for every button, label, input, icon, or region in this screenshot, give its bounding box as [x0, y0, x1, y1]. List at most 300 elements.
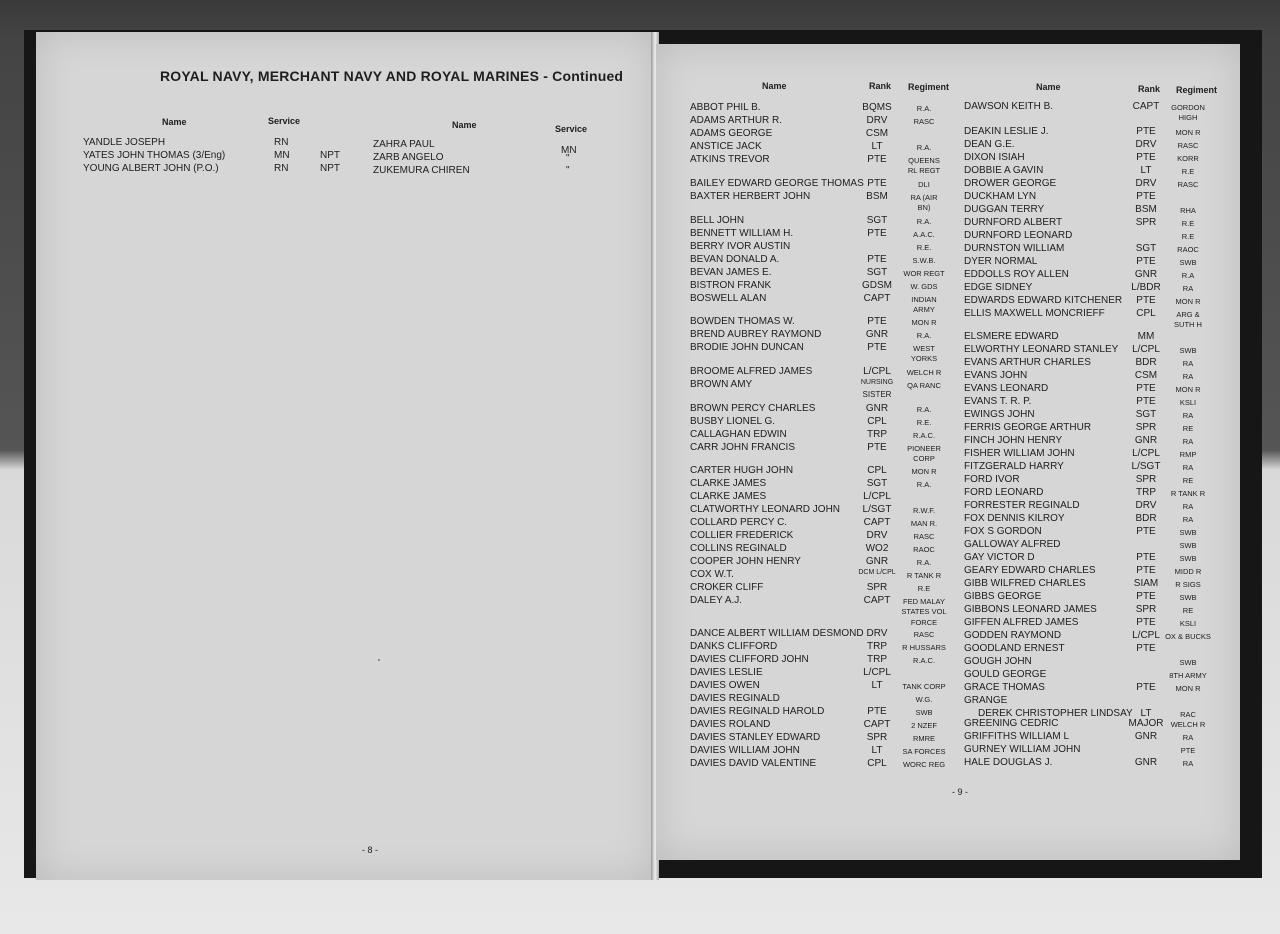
entry-rank: L/CPL — [863, 667, 891, 678]
entry-name: EVANS LEONARD — [964, 383, 1049, 394]
section-title: ROYAL NAVY, MERCHANT NAVY AND ROYAL MARINES - Continued — [160, 68, 624, 84]
entry-regiment: RAOC — [913, 545, 935, 554]
entry-rank: PTE — [867, 316, 887, 327]
entry-name: BRODIE JOHN DUNCAN — [690, 342, 804, 353]
entry-name: FITZGERALD HARRY — [964, 461, 1064, 472]
entry-name: GURNEY WILLIAM JOHN — [964, 744, 1081, 755]
entry-regiment: SWB — [1179, 554, 1197, 563]
entry-rank: TRP — [867, 641, 887, 652]
entry-regiment: PIONEER — [907, 444, 941, 453]
entry-name: ELLIS MAXWELL MONCRIEFF — [964, 308, 1105, 319]
entry-name: DAVIES WILLIAM JOHN — [690, 745, 800, 756]
entry-name: CLARKE JAMES — [690, 491, 767, 502]
entry-regiment: R.A.C. — [912, 431, 936, 440]
entry-name: HALE DOUGLAS J. — [964, 757, 1053, 768]
entry-rank: CPL — [867, 465, 887, 476]
entry-regiment: R.A. — [916, 558, 932, 567]
entry-regiment: RA — [1182, 437, 1194, 446]
entry-rank: L/SGT — [1131, 461, 1161, 472]
entry-name: COLLARD PERCY C. — [690, 517, 788, 528]
page-number: - 9 - — [952, 787, 969, 797]
entry-name: CARR JOHN FRANCIS — [690, 442, 796, 453]
entry-regiment: R TANK R — [1170, 489, 1206, 498]
entry-name: DEREK CHRISTOPHER LINDSAY — [978, 708, 1133, 719]
entry-regiment: R.E — [1181, 167, 1195, 176]
entry-rank: CSM — [1134, 370, 1158, 381]
entry-regiment: FED MALAY — [903, 597, 945, 606]
entry-rank: DRV — [866, 530, 888, 541]
entry-regiment: R HUSSARS — [902, 643, 946, 652]
entry-name: DAVIES REGINALD — [690, 693, 780, 704]
rank-header: Rank — [869, 81, 892, 91]
entry-rank: SPR — [1135, 474, 1157, 485]
list-item-name: YATES JOHN THOMAS (3/Eng) — [83, 150, 226, 161]
entry-name: FINCH JOHN HENRY — [964, 435, 1063, 446]
entry-regiment: R.A. — [916, 143, 932, 152]
rank-header-2: Rank — [1138, 84, 1161, 94]
entry-regiment: R.E. — [916, 243, 932, 252]
entry-regiment: HIGH — [1178, 113, 1198, 122]
entry-rank: PTE — [1136, 126, 1156, 137]
entry-regiment: WEST — [913, 344, 935, 353]
page-number: - 8 - — [362, 845, 379, 855]
entry-name: EVANS ARTHUR CHARLES — [964, 357, 1091, 368]
entry-rank: SISTER — [862, 390, 892, 399]
entry-name: BERRY IVOR AUSTIN — [690, 241, 791, 252]
entry-name: DOBBIE A GAVIN — [964, 165, 1044, 176]
entry-name: DANKS CLIFFORD — [690, 641, 778, 652]
name-header: Name — [162, 117, 187, 127]
right-page — [656, 44, 1240, 860]
entry-rank: WO2 — [865, 543, 889, 554]
entry-name: DAVIES STANLEY EDWARD — [690, 732, 821, 743]
entry-rank: DRV — [1135, 500, 1157, 511]
entry-rank: CAPT — [863, 293, 891, 304]
entry-regiment: SWB — [915, 708, 933, 717]
list-item-service: RN — [274, 163, 289, 174]
entry-name: FOX DENNIS KILROY — [964, 513, 1065, 524]
entry-regiment: S.W.B. — [912, 256, 936, 265]
entry-rank: SPR — [1135, 217, 1157, 228]
entry-name: BENNETT WILLIAM H. — [690, 228, 794, 239]
entry-rank: LT — [1140, 708, 1152, 719]
entry-rank: NURSING — [860, 379, 894, 386]
entry-regiment: R.E — [917, 584, 931, 593]
entry-rank: SIAM — [1133, 578, 1159, 589]
entry-regiment: KSLI — [1179, 619, 1197, 628]
entry-rank: PTE — [1136, 617, 1156, 628]
entry-name: CROKER CLIFF — [690, 582, 764, 593]
entry-regiment: RMRE — [912, 734, 936, 743]
entry-regiment: STATES VOL — [901, 607, 947, 616]
entry-rank: GNR — [1134, 731, 1158, 742]
entry-rank: PTE — [1136, 383, 1156, 394]
entry-name: CALLAGHAN EDWIN — [690, 429, 787, 440]
entry-regiment: RA — [1182, 372, 1194, 381]
entry-regiment: RA — [1182, 359, 1194, 368]
entry-rank: PTE — [1136, 152, 1156, 163]
entry-regiment: RA — [1182, 759, 1194, 768]
entry-regiment: MON R — [911, 318, 937, 327]
entry-regiment: MON R — [1175, 297, 1201, 306]
entry-regiment: A.A.C. — [913, 230, 935, 239]
entry-name: GAY VICTOR D — [964, 552, 1035, 563]
entry-name: GOUGH JOHN — [964, 656, 1032, 667]
entry-name: ATKINS TREVOR — [690, 154, 770, 165]
entry-rank: LT — [1140, 165, 1152, 176]
entry-name: DANCE ALBERT WILLIAM DESMOND — [690, 628, 864, 639]
entry-rank: DRV — [1135, 139, 1157, 150]
entry-name: DAVIES DAVID VALENTINE — [690, 758, 817, 769]
entry-regiment: SA FORCES — [902, 747, 946, 756]
entry-regiment: RAOC — [1177, 245, 1199, 254]
entry-regiment: QUEENS — [908, 156, 940, 165]
entry-rank: PTE — [1136, 396, 1156, 407]
entry-regiment: BN) — [917, 203, 931, 212]
entry-rank: PTE — [1136, 256, 1156, 267]
entry-regiment: SWB — [1179, 346, 1197, 355]
entry-rank: BSM — [1135, 204, 1157, 215]
entry-rank: DRV — [1135, 178, 1157, 189]
entry-rank: L/CPL — [863, 491, 891, 502]
entry-name: DEAN G.E. — [964, 139, 1015, 150]
entry-regiment: RMP — [1179, 450, 1197, 459]
entry-regiment: RASC — [1177, 141, 1199, 150]
entry-name: BAXTER HERBERT JOHN — [690, 191, 811, 202]
entry-rank: SGT — [866, 267, 888, 278]
entry-name: BAILEY EDWARD GEORGE THOMAS — [690, 178, 864, 189]
entry-rank: PTE — [1136, 191, 1156, 202]
entry-rank: L/CPL — [863, 366, 891, 377]
entry-regiment: RASC — [913, 630, 935, 639]
entry-name: GREENING CEDRIC — [964, 718, 1059, 729]
entry-name: ADAMS GEORGE — [690, 128, 773, 139]
entry-name: BELL JOHN — [690, 215, 745, 226]
entry-name: EDGE SIDNEY — [964, 282, 1033, 293]
entry-regiment: RAC — [1180, 710, 1196, 719]
entry-name: DUGGAN TERRY — [964, 204, 1045, 215]
entry-rank: BQMS — [862, 102, 892, 113]
entry-regiment: RA — [1182, 733, 1194, 742]
entry-name: DURNFORD ALBERT — [964, 217, 1063, 228]
entry-name: DROWER GEORGE — [964, 178, 1057, 189]
entry-regiment: R.A. — [916, 405, 932, 414]
entry-rank: CAPT — [1132, 101, 1160, 112]
entry-regiment: W. GDS — [910, 282, 938, 291]
entry-rank: CPL — [867, 416, 887, 427]
entry-rank: SGT — [1135, 243, 1157, 254]
entry-regiment: CORP — [913, 454, 935, 463]
service-header: Service — [268, 116, 301, 126]
entry-name: EVANS T. R. P. — [964, 396, 1032, 407]
entry-regiment: R.A. — [916, 104, 932, 113]
entry-name: FORRESTER REGINALD — [964, 500, 1080, 511]
entry-name: BUSBY LIONEL G. — [690, 416, 776, 427]
entry-rank: BSM — [866, 191, 888, 202]
entry-rank: PTE — [867, 342, 887, 353]
entry-name: ELSMERE EDWARD — [964, 331, 1059, 342]
entry-regiment: SWB — [1179, 528, 1197, 537]
entry-name: COOPER JOHN HENRY — [690, 556, 801, 567]
entry-rank: PTE — [1136, 643, 1156, 654]
entry-name: FORD LEONARD — [964, 487, 1044, 498]
entry-rank: L/SGT — [862, 504, 892, 515]
list-item-note: NPT — [320, 150, 340, 161]
entry-regiment: ARMY — [913, 305, 935, 314]
entry-regiment: WORC REG — [902, 760, 946, 769]
entry-regiment: RA — [1182, 284, 1194, 293]
entry-rank: MM — [1137, 331, 1155, 342]
list-item-name: ZUKEMURA CHIREN — [373, 165, 470, 176]
entry-regiment: KORR — [1177, 154, 1199, 163]
entry-rank: CAPT — [863, 517, 891, 528]
entry-name: COX W.T. — [690, 569, 734, 580]
entry-regiment: KSLI — [1179, 398, 1197, 407]
list-item-service: RN — [274, 137, 289, 148]
left-page — [36, 32, 654, 880]
entry-regiment: TANK CORP — [902, 682, 946, 691]
regiment-header: Regiment — [908, 82, 950, 92]
entry-regiment: SWB — [1179, 593, 1197, 602]
entry-rank: L/CPL — [1132, 630, 1160, 641]
entry-rank: PTE — [867, 178, 887, 189]
entry-regiment: R.E. — [916, 418, 932, 427]
entry-rank: TRP — [867, 654, 887, 665]
entry-rank: SPR — [1135, 422, 1157, 433]
entry-regiment: RHA — [1180, 206, 1196, 215]
entry-name: GRACE THOMAS — [964, 682, 1045, 693]
list-item-service: " — [566, 165, 570, 176]
list-item-note: NPT — [320, 163, 340, 174]
entry-regiment: SUTH H — [1174, 320, 1202, 329]
entry-name: GRIFFITHS WILLIAM L — [964, 731, 1070, 742]
entry-regiment: MON R — [1175, 128, 1201, 137]
entry-rank: SPR — [866, 582, 888, 593]
entry-rank: PTE — [867, 254, 887, 265]
entry-name: DAVIES OWEN — [690, 680, 760, 691]
entry-name: EDDOLLS ROY ALLEN — [964, 269, 1069, 280]
entry-rank: SGT — [866, 478, 888, 489]
entry-name: DAWSON KEITH B. — [964, 101, 1054, 112]
entry-regiment: R.E — [1181, 232, 1195, 241]
entry-regiment: QA RANC — [907, 381, 941, 390]
entry-name: FERRIS GEORGE ARTHUR — [964, 422, 1092, 433]
service-header-2: Service — [555, 124, 588, 134]
list-item-name: ZARB ANGELO — [373, 152, 444, 163]
entry-rank: GDSM — [862, 280, 892, 291]
entry-name: DIXON ISIAH — [964, 152, 1025, 163]
entry-regiment: MON R — [1175, 684, 1201, 693]
entry-regiment: DLI — [918, 180, 930, 189]
entry-name: ELWORTHY LEONARD STANLEY — [964, 344, 1119, 355]
entry-regiment: RE — [1182, 606, 1194, 615]
entry-name: DEAKIN LESLIE J. — [964, 126, 1049, 137]
entry-regiment: WOR REGT — [903, 269, 945, 278]
entry-regiment: RASC — [913, 117, 935, 126]
entry-name: GIBBS GEORGE — [964, 591, 1042, 602]
entry-regiment: RASC — [913, 532, 935, 541]
entry-regiment: YORKS — [910, 354, 938, 363]
entry-regiment: OX & BUCKS — [1165, 632, 1211, 641]
entry-rank: CAPT — [863, 719, 891, 730]
entry-rank: PTE — [1136, 526, 1156, 537]
entry-name: DAVIES CLIFFORD JOHN — [690, 654, 809, 665]
entry-regiment: SWB — [1179, 658, 1197, 667]
entry-name: GIBBONS LEONARD JAMES — [964, 604, 1097, 615]
entry-rank: MAJOR — [1128, 718, 1164, 729]
entry-regiment: INDIAN — [911, 295, 937, 304]
entry-rank: SPR — [866, 732, 888, 743]
entry-regiment: R.A. — [916, 331, 932, 340]
entry-name: GIBB WILFRED CHARLES — [964, 578, 1086, 589]
entry-rank: PTE — [867, 228, 887, 239]
entry-regiment: RASC — [1177, 180, 1199, 189]
entry-regiment: R.W.F. — [912, 506, 936, 515]
entry-name: DAVIES REGINALD HAROLD — [690, 706, 825, 717]
entry-name: DAVIES LESLIE — [690, 667, 763, 678]
entry-rank: PTE — [867, 442, 887, 453]
entry-regiment: R.A — [1181, 271, 1195, 280]
entry-regiment: WELCH R — [1170, 720, 1206, 729]
entry-rank: LT — [871, 680, 883, 691]
entry-name: BROWN AMY — [690, 379, 753, 390]
entry-name: BROWN PERCY CHARLES — [690, 403, 816, 414]
entry-rank: PTE — [1136, 682, 1156, 693]
entry-name: BISTRON FRANK — [690, 280, 772, 291]
entry-name: BREND AUBREY RAYMOND — [690, 329, 822, 340]
entry-rank: TRP — [1136, 487, 1156, 498]
entry-regiment: RE — [1182, 424, 1194, 433]
entry-rank: SPR — [1135, 604, 1157, 615]
entry-rank: GNR — [865, 556, 889, 567]
entry-regiment: MON R — [911, 467, 937, 476]
entry-regiment: R.A. — [916, 480, 932, 489]
entry-rank: LT — [871, 141, 883, 152]
entry-rank: LT — [871, 745, 883, 756]
entry-name: DURNSTON WILLIAM — [964, 243, 1065, 254]
entry-rank: DRV — [866, 115, 888, 126]
entry-regiment: R.E — [1181, 219, 1195, 228]
entry-regiment: RA — [1182, 411, 1194, 420]
entry-regiment: WELCH R — [906, 368, 942, 377]
entry-regiment: R.A.C. — [912, 656, 936, 665]
entry-regiment: RE — [1182, 476, 1194, 485]
entry-rank: CSM — [865, 128, 889, 139]
entry-rank: PTE — [867, 154, 887, 165]
entry-rank: BDR — [1135, 513, 1157, 524]
list-item-service: MN — [274, 150, 290, 161]
entry-name: BEVAN DONALD A. — [690, 254, 780, 265]
entry-rank: SGT — [866, 215, 888, 226]
entry-rank: L/BDR — [1131, 282, 1161, 293]
entry-name: GODDEN RAYMOND — [964, 630, 1062, 641]
entry-name: BEVAN JAMES E. — [690, 267, 772, 278]
entry-regiment: RA — [1182, 463, 1194, 472]
entry-rank: GNR — [1134, 757, 1158, 768]
list-item-service: MN — [561, 145, 577, 156]
entry-name: CLATWORTHY LEONARD JOHN — [690, 504, 841, 515]
entry-regiment: ARG & — [1176, 310, 1200, 319]
entry-rank: PTE — [1136, 565, 1156, 576]
entry-regiment: RL REGT — [907, 166, 941, 175]
entry-regiment: FORCE — [910, 618, 938, 627]
entry-rank: PTE — [867, 706, 887, 717]
entry-name: GIFFEN ALFRED JAMES — [964, 617, 1079, 628]
entry-regiment: MIDD R — [1174, 567, 1202, 576]
entry-name: GOODLAND ERNEST — [964, 643, 1065, 654]
entry-rank: PTE — [1136, 591, 1156, 602]
entry-regiment: R TANK R — [906, 571, 942, 580]
entry-regiment: 8TH ARMY — [1169, 671, 1207, 680]
entry-regiment: RA (AIR — [910, 193, 938, 202]
list-item-service: " — [566, 153, 570, 164]
entry-rank: DCM L/CPL — [858, 569, 896, 576]
entry-name: ABBOT PHIL B. — [690, 102, 761, 113]
regiment-header-2: Regiment — [1176, 85, 1218, 95]
entry-rank: SGT — [1135, 409, 1157, 420]
entry-regiment: PTE — [1180, 746, 1196, 755]
entry-rank: GNR — [865, 329, 889, 340]
entry-name: CARTER HUGH JOHN — [690, 465, 794, 476]
entry-name: EDWARDS EDWARD KITCHENER — [964, 295, 1123, 306]
entry-rank: GNR — [1134, 269, 1158, 280]
entry-rank: PTE — [1136, 552, 1156, 563]
entry-regiment: R.A. — [916, 217, 932, 226]
entry-regiment: SWB — [1179, 258, 1197, 267]
entry-rank: CPL — [867, 758, 887, 769]
paper-speck — [378, 659, 380, 661]
list-item-name: YANDLE JOSEPH — [83, 137, 166, 148]
entry-rank: BDR — [1135, 357, 1157, 368]
entry-rank: CAPT — [863, 595, 891, 606]
entry-rank: L/CPL — [1132, 448, 1160, 459]
entry-regiment: R SIGS — [1175, 580, 1201, 589]
entry-rank: L/CPL — [1132, 344, 1160, 355]
entry-name: BOWDEN THOMAS W. — [690, 316, 795, 327]
entry-name: GOULD GEORGE — [964, 669, 1047, 680]
entry-rank: PTE — [1136, 295, 1156, 306]
entry-name: EWINGS JOHN — [964, 409, 1035, 420]
entry-regiment: W.G. — [915, 695, 933, 704]
entry-rank: GNR — [1134, 435, 1158, 446]
entry-name: ANSTICE JACK — [690, 141, 762, 152]
entry-regiment: SWB — [1179, 541, 1197, 550]
name-header-2: Name — [1036, 82, 1061, 92]
entry-regiment: RA — [1182, 502, 1194, 511]
entry-name: DUCKHAM LYN — [964, 191, 1037, 202]
entry-name: GEARY EDWARD CHARLES — [964, 565, 1096, 576]
entry-name: DAVIES ROLAND — [690, 719, 771, 730]
entry-regiment: MAN R. — [910, 519, 938, 528]
entry-rank: TRP — [867, 429, 887, 440]
entry-name: FORD IVOR — [964, 474, 1020, 485]
entry-name: DYER NORMAL — [964, 256, 1038, 267]
entry-name: BOSWELL ALAN — [690, 293, 767, 304]
entry-regiment: MON R — [1175, 385, 1201, 394]
entry-rank: DRV — [866, 628, 888, 639]
entry-name: DURNFORD LEONARD — [964, 230, 1073, 241]
entry-name: COLLINS REGINALD — [690, 543, 787, 554]
entry-name: ADAMS ARTHUR R. — [690, 115, 783, 126]
entry-rank: GNR — [865, 403, 889, 414]
entry-regiment: GORDON — [1171, 103, 1205, 112]
entry-name: GRANGE — [964, 695, 1008, 706]
entry-name: FOX S GORDON — [964, 526, 1042, 537]
entry-name: COLLIER FREDERICK — [690, 530, 794, 541]
list-item-name: ZAHRA PAUL — [373, 139, 435, 150]
entry-regiment: RA — [1182, 515, 1194, 524]
entry-name: FISHER WILLIAM JOHN — [964, 448, 1075, 459]
